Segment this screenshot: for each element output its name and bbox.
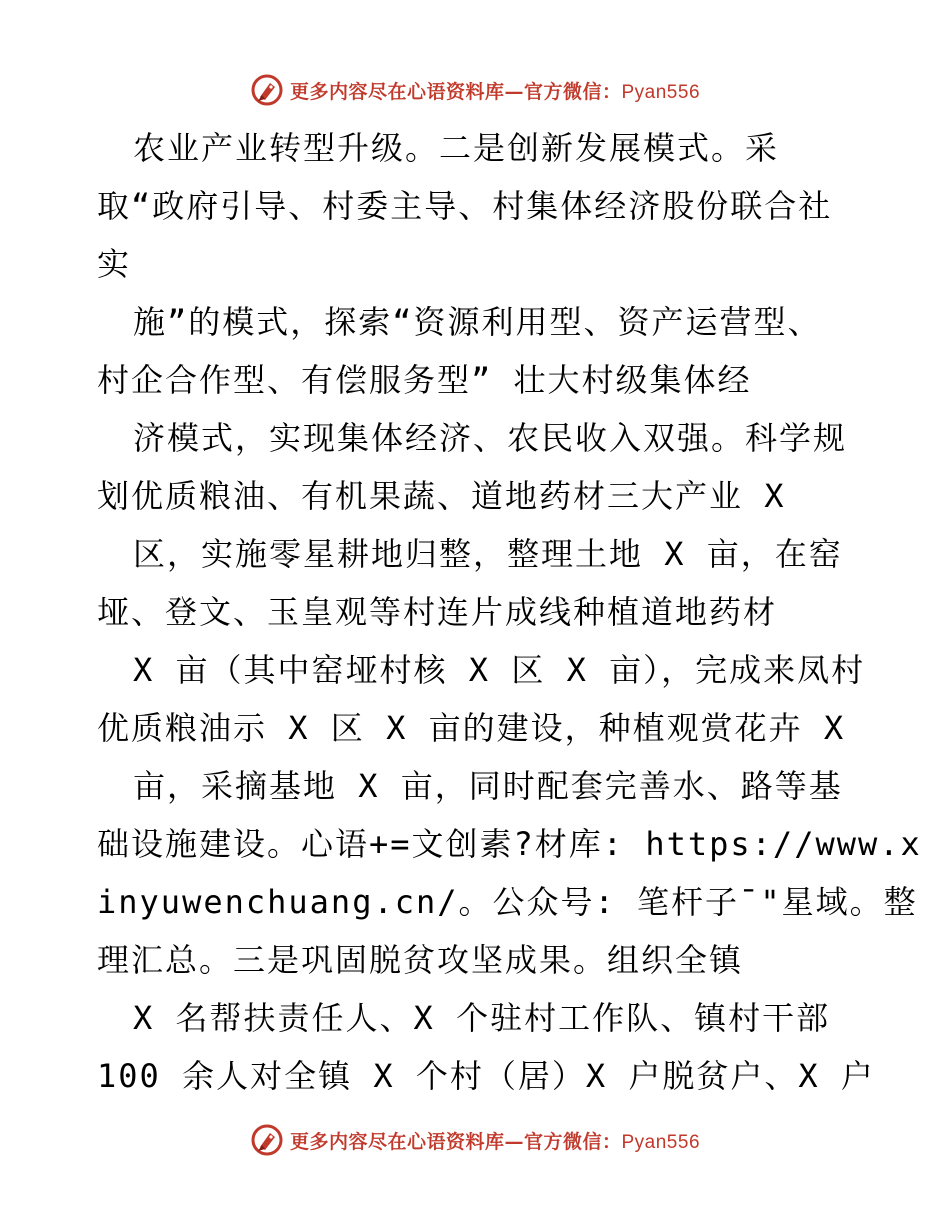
pen-nib-logo-icon — [250, 1123, 284, 1157]
footer-wechat-handle: Pyan556 — [621, 1131, 701, 1153]
text-line: 础设施建设。心语+=文创素?材库: https://www.x — [97, 825, 922, 863]
footer-banner-text — [290, 1127, 700, 1154]
text-line: X 名帮扶责任人、X 个驻村工作队、镇村干部 — [133, 999, 831, 1037]
text-line: 理汇总。三是巩固脱贫攻坚成果。组织全镇 — [97, 941, 744, 979]
text-line: 取“政府引导、村委主导、村集体经济股份联合社 — [97, 187, 833, 225]
header-banner-label: 更多内容尽在心语资料库—官方微信： — [289, 80, 622, 103]
text-line: 区，实施零星耕地归整，整理土地 X 亩，在窑 — [133, 535, 843, 573]
text-line: 100 余人对全镇 X 个村（居）X 户脱贫户、X 户 — [97, 1057, 875, 1095]
text-line: 农业产业转型升级。二是创新发展模式。采 — [133, 129, 780, 167]
text-line: 亩，采摘基地 X 亩，同时配套完善水、路等基 — [133, 767, 843, 805]
text-line: inyuwenchuang.cn/。公众号: 笔杆子¯"星域。整 — [97, 883, 918, 921]
text-line: 划优质粮油、有机果蔬、道地药材三大产业 X — [97, 477, 786, 515]
text-line: 实 — [97, 245, 132, 283]
text-line: 济模式，实现集体经济、农民收入双强。科学规 — [133, 419, 848, 457]
text-line: 优质粮油示 X 区 X 亩的建设，种植观赏花卉 X — [97, 709, 846, 747]
text-line: 垭、登文、玉皇观等村连片成线种植道地药材 — [97, 593, 778, 631]
header-wechat-handle: Pyan556 — [621, 81, 701, 103]
footer-banner-label: 更多内容尽在心语资料库—官方微信： — [289, 1130, 622, 1153]
text-line: X 亩（其中窑垭村核 X 区 X 亩），完成来凤村 — [133, 651, 866, 689]
footer-banner — [0, 1120, 950, 1160]
text-line: 施”的模式，探索“资源利用型、资产运营型、 — [133, 303, 822, 341]
text-line: 村企合作型、有偿服务型” 壮大村级集体经 — [97, 361, 752, 399]
